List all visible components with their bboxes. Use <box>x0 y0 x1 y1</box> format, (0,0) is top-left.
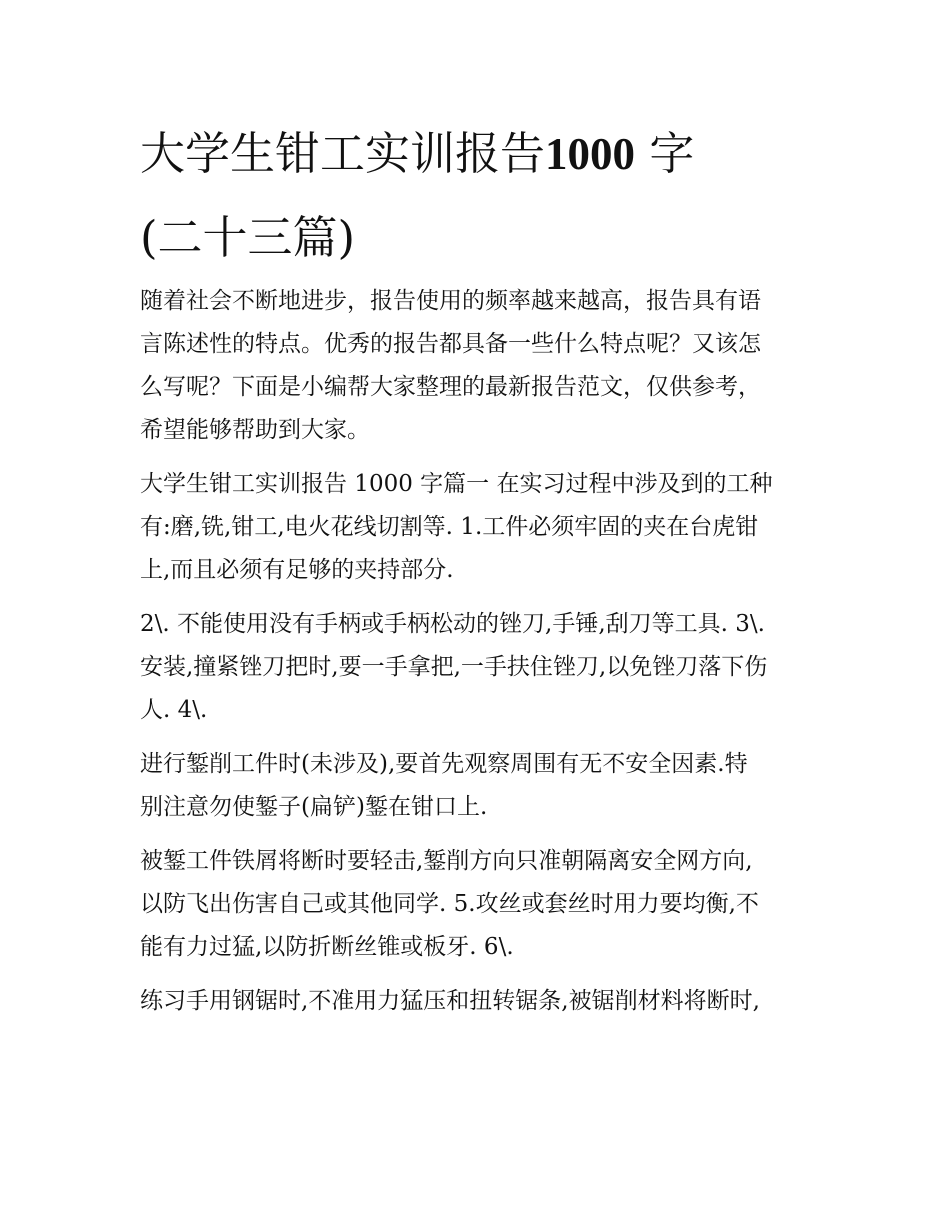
title-line-1 <box>140 112 820 196</box>
text-line: 随着社会不断地进步，报告使用的频率越来越高，报告具有语 <box>140 288 761 314</box>
text-line: 大学生钳工实训报告 1000 字篇一 在实习过程中涉及到的工种 <box>140 471 773 497</box>
text-line: 人. 4\. <box>140 697 208 723</box>
title-number: 1000 <box>545 129 636 179</box>
paragraph-rule-5 <box>140 840 820 969</box>
text-line: 以防飞出伤害自己或其他同学. 5.攻丝或套丝时用力要均衡,不 <box>140 891 759 917</box>
text-line: 言陈述性的特点。优秀的报告都具备一些什么特点呢？又该怎 <box>140 331 761 357</box>
text-line: 能有力过猛,以防折断丝锥或板牙. 6\. <box>140 934 514 960</box>
text-line: 希望能够帮助到大家。 <box>140 417 370 443</box>
paragraph-intro <box>140 280 820 452</box>
title-text: (二十三篇) <box>140 211 356 264</box>
text-line: 2\. 不能使用没有手柄或手柄松动的锉刀,手锤,刮刀等工具. 3\. <box>140 611 765 637</box>
document-body <box>140 280 820 1023</box>
text-line: 上,而且必须有足够的夹持部分. <box>140 557 454 583</box>
text-line: 别注意勿使錾子(扁铲)錾在钳口上. <box>140 794 488 820</box>
text-line: 有:磨,铣,钳工,电火花线切割等. 1.工件必须牢固的夹在台虎钳 <box>140 514 759 540</box>
title-text: 大学生钳工实训报告 <box>140 127 546 180</box>
text-line: 被錾工件铁屑将断时要轻击,錾削方向只准朝隔离安全网方向, <box>140 848 753 874</box>
paragraph-article-one <box>140 463 820 592</box>
paragraph-rule-4 <box>140 743 820 829</box>
text-line: 安装,撞紧锉刀把时,要一手拿把,一手扶住锉刀,以免锉刀落下伤 <box>140 654 768 680</box>
text-line: 练习手用钢锯时,不准用力猛压和扭转锯条,被锯削材料将断时, <box>140 988 760 1014</box>
text-line: 么写呢？下面是小编帮大家整理的最新报告范文，仅供参考， <box>140 374 761 400</box>
title-line-2 <box>140 196 820 280</box>
text-line: 进行錾削工件时(未涉及),要首先观察周围有无不安全因素.特 <box>140 751 748 777</box>
paragraph-rule-6 <box>140 980 820 1023</box>
paragraph-rule-2 <box>140 603 820 732</box>
title-suffix: 字 <box>635 127 695 180</box>
document-title <box>140 112 820 280</box>
